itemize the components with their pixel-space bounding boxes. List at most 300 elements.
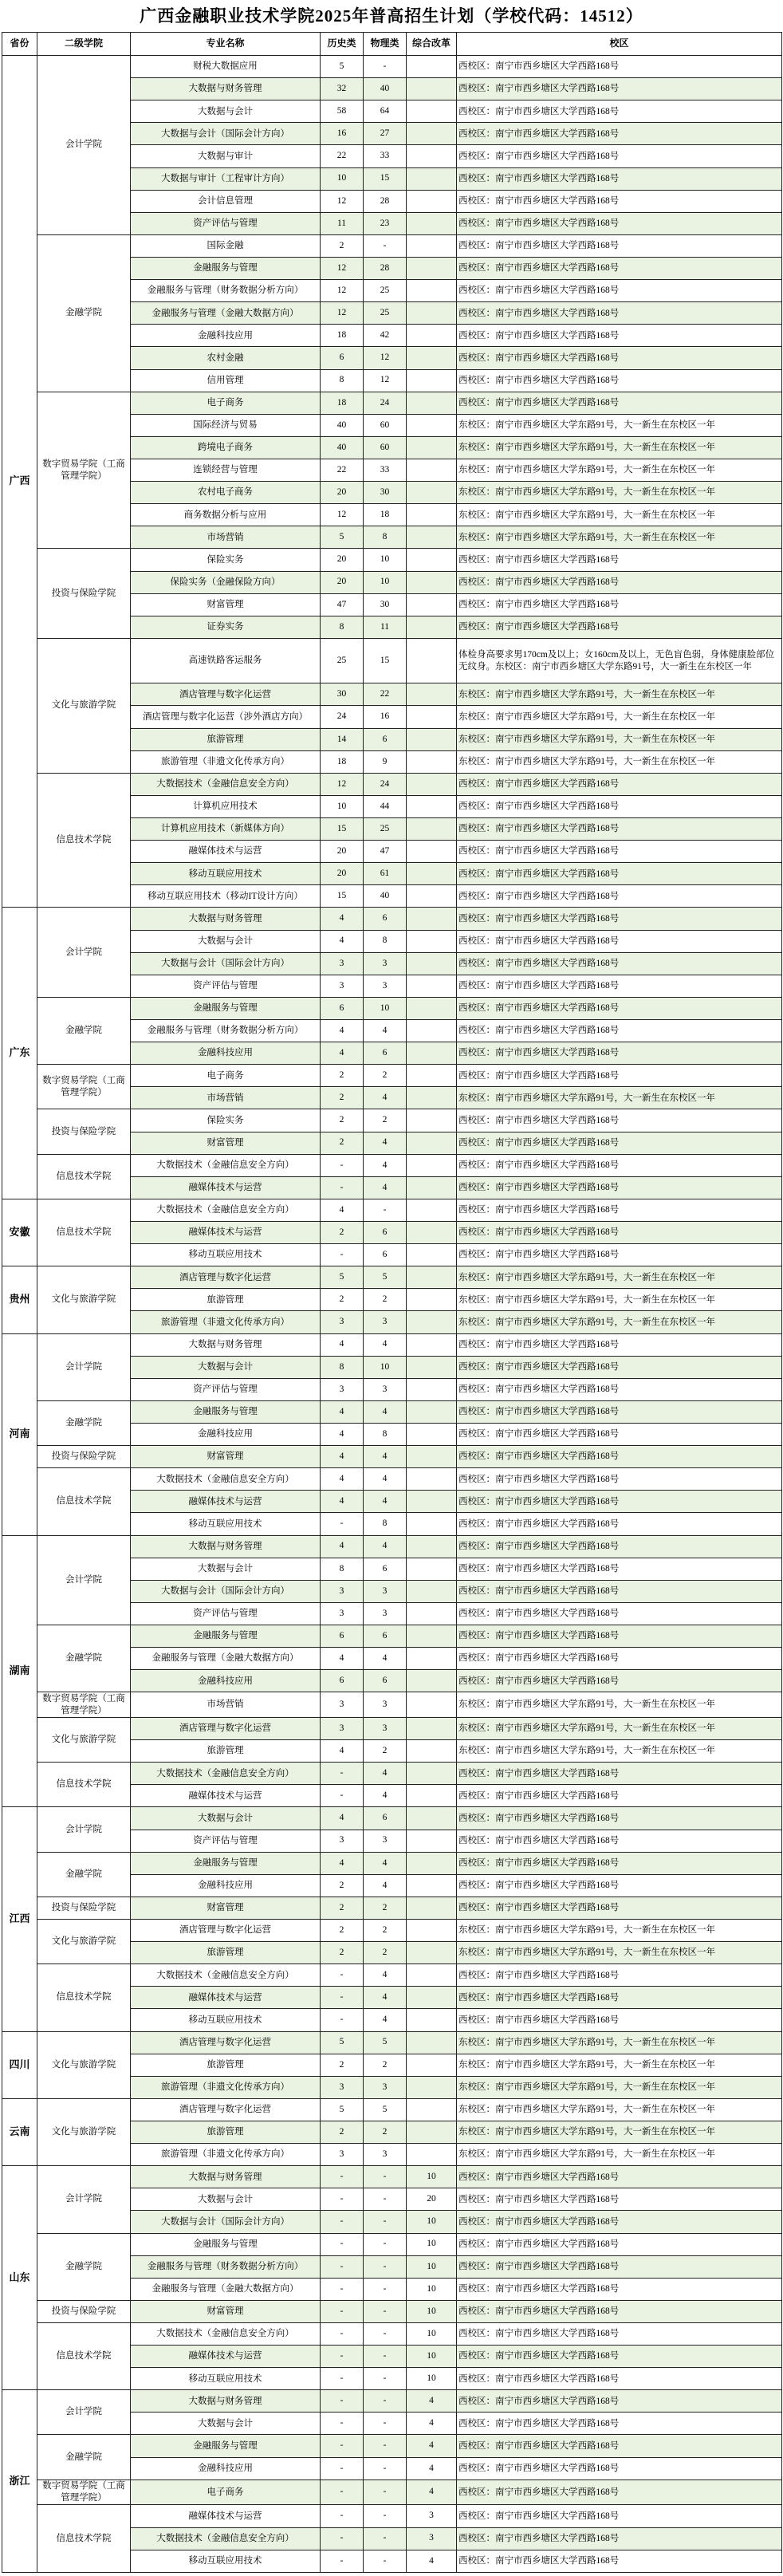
major-cell: 旅游管理（非遗文化传承方向） [131,2144,321,2166]
college-cell: 投资与保险学院 [37,2300,131,2322]
history-count-cell: - [321,2255,364,2278]
table-header-row [2,33,782,56]
major-cell: 旅游管理 [131,2121,321,2143]
major-cell: 大数据与会计 [131,930,321,952]
history-count-cell: 4 [321,1400,364,1423]
major-cell: 融媒体技术与运营 [131,2505,321,2527]
history-count-cell: 2 [321,1221,364,1243]
table-row [2,1065,782,1087]
comprehensive-count-cell [407,1468,457,1491]
physics-count-cell: 4 [364,1763,407,1785]
campus-cell: 西校区：南宁市西乡塘区大学西路168号 [457,997,782,1019]
history-count-cell: 5 [321,2031,364,2054]
campus-cell: 西校区：南宁市西乡塘区大学西路168号 [457,818,782,841]
province-cell: 贵州 [2,1266,37,1333]
college-cell: 信息技术学院 [37,2322,131,2389]
history-count-cell: - [321,1513,364,1535]
province-cell: 河南 [2,1333,37,1535]
campus-cell: 西校区：南宁市西乡塘区大学西路168号 [457,123,782,145]
physics-count-cell: 4 [364,1446,407,1468]
campus-cell: 西校区：南宁市西乡塘区大学西路168号 [457,1221,782,1243]
history-count-cell: 4 [321,1042,364,1065]
college-cell: 数字贸易学院（工商管理学院） [37,1692,131,1718]
table-row [2,2435,782,2457]
major-cell: 金融科技应用 [131,1874,321,1897]
physics-count-cell: 4 [364,1132,407,1154]
history-count-cell: 3 [321,1717,364,1739]
history-count-cell: 18 [321,750,364,773]
physics-count-cell: 3 [364,952,407,975]
comprehensive-count-cell [407,369,457,392]
comprehensive-count-cell [407,1333,457,1356]
physics-count-cell: - [364,2457,407,2479]
major-cell: 大数据与会计 [131,1807,321,1830]
college-cell: 文化与旅游学院 [37,638,131,773]
comprehensive-count-cell [407,549,457,571]
campus-cell: 西校区：南宁市西乡塘区大学西路168号 [457,1132,782,1154]
campus-cell: 西校区：南宁市西乡塘区大学西路168号 [457,2413,782,2435]
comprehensive-count-cell: 10 [407,2166,457,2188]
major-cell: 金融服务与管理（财务数据分析方向） [131,1019,321,1042]
table-row [2,1625,782,1647]
major-cell: 电子商务 [131,392,321,414]
comprehensive-count-cell: 10 [407,2346,457,2368]
campus-cell: 西校区：南宁市西乡塘区大学西路168号 [457,908,782,930]
comprehensive-count-cell [407,885,457,908]
major-cell: 大数据与财务管理 [131,1535,321,1558]
physics-count-cell: 4 [364,1852,407,1874]
comprehensive-count-cell [407,2144,457,2166]
physics-count-cell: 4 [364,1785,407,1807]
history-count-cell: 14 [321,728,364,750]
comprehensive-count-cell [407,257,457,279]
comprehensive-count-cell: 10 [407,2278,457,2300]
major-cell: 财富管理 [131,1446,321,1468]
physics-count-cell: 8 [364,526,407,549]
college-cell: 信息技术学院 [37,773,131,908]
major-cell: 金融服务与管理（金融大数据方向） [131,2278,321,2300]
college-cell: 信息技术学院 [37,1964,131,2031]
campus-cell: 西校区：南宁市西乡塘区大学西路168号 [457,280,782,302]
table-row [2,2233,782,2255]
header-college: 二级学院 [37,33,131,56]
history-count-cell: - [321,2479,364,2505]
major-cell: 旅游管理 [131,728,321,750]
history-count-cell: 25 [321,638,364,683]
comprehensive-count-cell [407,1535,457,1558]
major-cell: 大数据技术（金融信息安全方向） [131,1964,321,1987]
history-count-cell: 11 [321,212,364,234]
comprehensive-count-cell [407,1602,457,1625]
physics-count-cell: 33 [364,145,407,167]
major-cell: 酒店管理与数字化运营 [131,2098,321,2121]
major-cell: 大数据与财务管理 [131,908,321,930]
comprehensive-count-cell [407,2076,457,2098]
table-row [2,2479,782,2505]
history-count-cell: 4 [321,930,364,952]
comprehensive-count-cell [407,1874,457,1897]
history-count-cell: 2 [321,234,364,257]
campus-cell: 西校区：南宁市西乡塘区大学西路168号 [457,302,782,325]
major-cell: 大数据技术（金融信息安全方向） [131,2322,321,2345]
campus-cell: 西校区：南宁市西乡塘区大学西路168号 [457,78,782,100]
history-count-cell: 3 [321,2144,364,2166]
table-row [2,1717,782,1739]
comprehensive-count-cell [407,2098,457,2121]
history-count-cell: 24 [321,706,364,728]
campus-cell: 西校区：南宁市西乡塘区大学西路168号 [457,975,782,997]
comprehensive-count-cell [407,1897,457,1919]
major-cell: 大数据与财务管理 [131,78,321,100]
major-cell: 旅游管理 [131,1289,321,1311]
history-count-cell: 8 [321,616,364,638]
campus-cell: 西校区：南宁市西乡塘区大学西路168号 [457,2300,782,2322]
college-cell: 会计学院 [37,908,131,997]
table-row [2,2166,782,2188]
campus-cell: 西校区：南宁市西乡塘区大学西路168号 [457,100,782,123]
physics-count-cell: 8 [364,1513,407,1535]
campus-cell: 西校区：南宁市西乡塘区大学西路168号 [457,2278,782,2300]
college-cell: 信息技术学院 [37,1199,131,1266]
physics-count-cell: 2 [364,1109,407,1132]
history-count-cell: 4 [321,1019,364,1042]
physics-count-cell: 4 [364,1987,407,2009]
physics-count-cell: 8 [364,1423,407,1445]
campus-cell: 西校区：南宁市西乡塘区大学西路168号 [457,2457,782,2479]
major-cell: 移动互联应用技术 [131,1244,321,1266]
table-row [2,1468,782,1491]
major-cell: 酒店管理与数字化运营（涉外酒店方向） [131,706,321,728]
campus-cell: 西校区：南宁市西乡塘区大学西路168号 [457,1830,782,1852]
history-count-cell: 5 [321,2098,364,2121]
comprehensive-count-cell [407,1580,457,1602]
major-cell: 大数据与会计 [131,1558,321,1580]
physics-count-cell: 11 [364,616,407,638]
comprehensive-count-cell [407,1378,457,1400]
campus-cell: 西校区：南宁市西乡塘区大学西路168号 [457,841,782,863]
history-count-cell: 4 [321,1491,364,1513]
major-cell: 计算机应用技术 [131,795,321,817]
comprehensive-count-cell [407,1740,457,1763]
table-row [2,773,782,795]
history-count-cell: 3 [321,1692,364,1718]
major-cell: 旅游管理 [131,1740,321,1763]
major-cell: 计算机应用技术（新媒体方向） [131,818,321,841]
major-cell: 电子商务 [131,1065,321,1087]
physics-count-cell: 33 [364,459,407,481]
history-count-cell: 5 [321,56,364,78]
major-cell: 大数据技术（金融信息安全方向） [131,1199,321,1221]
physics-count-cell: 2 [364,2054,407,2076]
physics-count-cell: 3 [364,1311,407,1333]
comprehensive-count-cell [407,1717,457,1739]
comprehensive-count-cell [407,1065,457,1087]
campus-cell: 西校区：南宁市西乡塘区大学西路168号 [457,1019,782,1042]
campus-cell: 西校区：南宁市西乡塘区大学西路168号 [457,1400,782,1423]
physics-count-cell: - [364,2413,407,2435]
table-row [2,392,782,414]
physics-count-cell: - [364,234,407,257]
comprehensive-count-cell [407,1558,457,1580]
campus-cell: 西校区：南宁市西乡塘区大学西路168号 [457,1602,782,1625]
comprehensive-count-cell [407,1019,457,1042]
history-count-cell: 4 [321,908,364,930]
college-cell: 会计学院 [37,2166,131,2233]
physics-count-cell: - [364,2255,407,2278]
comprehensive-count-cell [407,1199,457,1221]
table-row [2,1763,782,1785]
major-cell: 资产评估与管理 [131,212,321,234]
physics-count-cell: 8 [364,930,407,952]
history-count-cell: 20 [321,482,364,504]
physics-count-cell: 6 [364,728,407,750]
physics-count-cell: - [364,2505,407,2527]
comprehensive-count-cell [407,1423,457,1445]
history-count-cell: 3 [321,1311,364,1333]
physics-count-cell: 4 [364,1535,407,1558]
physics-count-cell: 15 [364,638,407,683]
major-cell: 大数据与财务管理 [131,2166,321,2188]
comprehensive-count-cell: 20 [407,2188,457,2211]
campus-cell: 西校区：南宁市西乡塘区大学西路168号 [457,2166,782,2188]
major-cell: 移动互联应用技术 [131,2009,321,2031]
comprehensive-count-cell [407,908,457,930]
comprehensive-count-cell [407,841,457,863]
physics-count-cell: - [364,2435,407,2457]
campus-cell: 西校区：南宁市西乡塘区大学西路168号 [457,1535,782,1558]
comprehensive-count-cell: 10 [407,2255,457,2278]
history-count-cell: - [321,2233,364,2255]
history-count-cell: 32 [321,78,364,100]
physics-count-cell: 2 [364,1289,407,1311]
physics-count-cell: 9 [364,750,407,773]
comprehensive-count-cell: 4 [407,2457,457,2479]
college-cell: 金融学院 [37,997,131,1064]
major-cell: 信用管理 [131,369,321,392]
comprehensive-count-cell [407,1807,457,1830]
history-count-cell: 6 [321,1670,364,1692]
table-row [2,549,782,571]
comprehensive-count-cell [407,1987,457,2009]
major-cell: 市场营销 [131,526,321,549]
province-cell: 安徽 [2,1199,37,1266]
history-count-cell: 20 [321,549,364,571]
history-count-cell: 4 [321,1468,364,1491]
campus-cell: 西校区：南宁市西乡塘区大学西路168号 [457,190,782,212]
history-count-cell: 6 [321,1625,364,1647]
province-cell: 广东 [2,908,37,1199]
comprehensive-count-cell [407,504,457,526]
campus-cell: 西校区：南宁市西乡塘区大学西路168号 [457,2527,782,2550]
campus-cell: 西校区：南宁市西乡塘区大学西路168号 [457,1807,782,1830]
history-count-cell: - [321,1244,364,1266]
physics-count-cell: 24 [364,773,407,795]
major-cell: 电子商务 [131,2479,321,2505]
major-cell: 会计信息管理 [131,190,321,212]
comprehensive-count-cell [407,1087,457,1109]
history-count-cell: - [321,2550,364,2572]
major-cell: 资产评估与管理 [131,975,321,997]
campus-cell: 东校区：南宁市西乡塘区大学东路91号，大一新生在东校区一年 [457,728,782,750]
history-count-cell: - [321,2527,364,2550]
history-count-cell: 20 [321,571,364,593]
college-cell: 会计学院 [37,1333,131,1400]
comprehensive-count-cell [407,212,457,234]
physics-count-cell: 47 [364,841,407,863]
campus-cell: 西校区：南宁市西乡塘区大学西路168号 [457,930,782,952]
table-row [2,2098,782,2121]
major-cell: 金融服务与管理（金融大数据方向） [131,1648,321,1670]
physics-count-cell: 40 [364,78,407,100]
major-cell: 酒店管理与数字化运营 [131,1717,321,1739]
campus-cell: 东校区：南宁市西乡塘区大学东路91号，大一新生在东校区一年 [457,482,782,504]
physics-count-cell: - [364,2527,407,2550]
physics-count-cell: 4 [364,1491,407,1513]
physics-count-cell: 5 [364,2031,407,2054]
campus-cell: 西校区：南宁市西乡塘区大学西路168号 [457,2390,782,2413]
major-cell: 国际经济与贸易 [131,414,321,436]
major-cell: 金融服务与管理 [131,997,321,1019]
comprehensive-count-cell: 3 [407,2527,457,2550]
campus-cell: 西校区：南宁市西乡塘区大学西路168号 [457,1244,782,1266]
major-cell: 金融科技应用 [131,1670,321,1692]
table-row [2,1535,782,1558]
campus-cell: 东校区：南宁市西乡塘区大学东路91号，大一新生在东校区一年 [457,706,782,728]
campus-cell: 西校区：南宁市西乡塘区大学西路168号 [457,2368,782,2390]
physics-count-cell: - [364,2300,407,2322]
comprehensive-count-cell: 10 [407,2368,457,2390]
major-cell: 保险实务 [131,549,321,571]
comprehensive-count-cell [407,167,457,190]
campus-cell: 西校区：南宁市西乡塘区大学西路168号 [457,1580,782,1602]
campus-cell: 东校区：南宁市西乡塘区大学东路91号，大一新生在东校区一年 [457,1692,782,1718]
history-count-cell: 10 [321,167,364,190]
comprehensive-count-cell [407,1942,457,1964]
physics-count-cell: 4 [364,1176,407,1199]
college-cell: 信息技术学院 [37,1154,131,1199]
comprehensive-count-cell [407,1491,457,1513]
major-cell: 酒店管理与数字化运营 [131,1266,321,1289]
major-cell: 金融服务与管理 [131,2233,321,2255]
comprehensive-count-cell [407,863,457,885]
major-cell: 市场营销 [131,1692,321,1718]
college-cell: 金融学院 [37,1625,131,1692]
physics-count-cell: 3 [364,1717,407,1739]
college-cell: 金融学院 [37,2435,131,2479]
major-cell: 大数据技术（金融信息安全方向） [131,1154,321,1176]
comprehensive-count-cell [407,1830,457,1852]
major-cell: 大数据与会计（国际会计方向） [131,952,321,975]
physics-count-cell: 42 [364,325,407,347]
major-cell: 大数据与财务管理 [131,1333,321,1356]
physics-count-cell: 3 [364,1580,407,1602]
province-cell: 广西 [2,56,37,908]
major-cell: 大数据与会计（国际会计方向） [131,2211,321,2233]
major-cell: 旅游管理 [131,1942,321,1964]
history-count-cell: 18 [321,392,364,414]
comprehensive-count-cell [407,795,457,817]
campus-cell: 西校区：南宁市西乡塘区大学西路168号 [457,1625,782,1647]
history-count-cell: 15 [321,818,364,841]
campus-cell: 东校区：南宁市西乡塘区大学东路91号，大一新生在东校区一年 [457,2098,782,2121]
physics-count-cell: - [364,2188,407,2211]
history-count-cell: 4 [321,1423,364,1445]
major-cell: 金融服务与管理 [131,2435,321,2457]
history-count-cell: - [321,2368,364,2390]
college-cell: 数字贸易学院（工商管理学院） [37,2479,131,2505]
table-row [2,234,782,257]
major-cell: 大数据与会计（国际会计方向） [131,1580,321,1602]
major-cell: 大数据与会计 [131,1356,321,1378]
comprehensive-count-cell [407,526,457,549]
college-cell: 文化与旅游学院 [37,2031,131,2098]
header-major: 专业名称 [131,33,321,56]
major-cell: 大数据技术（金融信息安全方向） [131,773,321,795]
table-row [2,1807,782,1830]
province-cell: 浙江 [2,2390,37,2573]
physics-count-cell: 4 [364,1468,407,1491]
campus-cell: 西校区：南宁市西乡塘区大学西路168号 [457,2479,782,2505]
major-cell: 商务数据分析与应用 [131,504,321,526]
major-cell: 融媒体技术与运营 [131,1987,321,2009]
physics-count-cell: 25 [364,280,407,302]
history-count-cell: - [321,2505,364,2527]
table-row [2,1964,782,1987]
college-cell: 投资与保险学院 [37,1109,131,1154]
major-cell: 移动互联应用技术 [131,2368,321,2390]
history-count-cell: 4 [321,1740,364,1763]
major-cell: 旅游管理（非遗文化传承方向） [131,2076,321,2098]
campus-cell: 西校区：南宁市西乡塘区大学西路168号 [457,2550,782,2572]
college-cell: 投资与保险学院 [37,1897,131,1919]
campus-cell: 西校区：南宁市西乡塘区大学西路168号 [457,2188,782,2211]
major-cell: 财税大数据应用 [131,56,321,78]
physics-count-cell: 2 [364,1897,407,1919]
physics-count-cell: 5 [364,1266,407,1289]
comprehensive-count-cell: 4 [407,2435,457,2457]
history-count-cell: - [321,2188,364,2211]
campus-cell: 西校区：南宁市西乡塘区大学西路168号 [457,549,782,571]
major-cell: 融媒体技术与运营 [131,1491,321,1513]
history-count-cell: - [321,2346,364,2368]
physics-count-cell: 3 [364,1830,407,1852]
province-cell: 云南 [2,2098,37,2165]
history-count-cell: 2 [321,1897,364,1919]
physics-count-cell: 24 [364,392,407,414]
header-campus: 校区 [457,33,782,56]
history-count-cell: - [321,2166,364,2188]
major-cell: 移动互联应用技术 [131,2550,321,2572]
history-count-cell: 4 [321,1446,364,1468]
campus-cell: 西校区：南宁市西乡塘区大学西路168号 [457,885,782,908]
campus-cell: 东校区：南宁市西乡塘区大学东路91号，大一新生在东校区一年 [457,1289,782,1311]
comprehensive-count-cell [407,1109,457,1132]
physics-count-cell: 4 [364,1964,407,1987]
history-count-cell: 12 [321,280,364,302]
history-count-cell: 12 [321,190,364,212]
physics-count-cell: 3 [364,1692,407,1718]
campus-cell: 西校区：南宁市西乡塘区大学西路168号 [457,2233,782,2255]
major-cell: 大数据与会计（国际会计方向） [131,123,321,145]
history-count-cell: - [321,2435,364,2457]
comprehensive-count-cell [407,1964,457,1987]
history-count-cell: 3 [321,2076,364,2098]
college-cell: 金融学院 [37,234,131,392]
table-row [2,997,782,1019]
campus-cell: 西校区：南宁市西乡塘区大学西路168号 [457,145,782,167]
comprehensive-count-cell [407,818,457,841]
comprehensive-count-cell [407,728,457,750]
